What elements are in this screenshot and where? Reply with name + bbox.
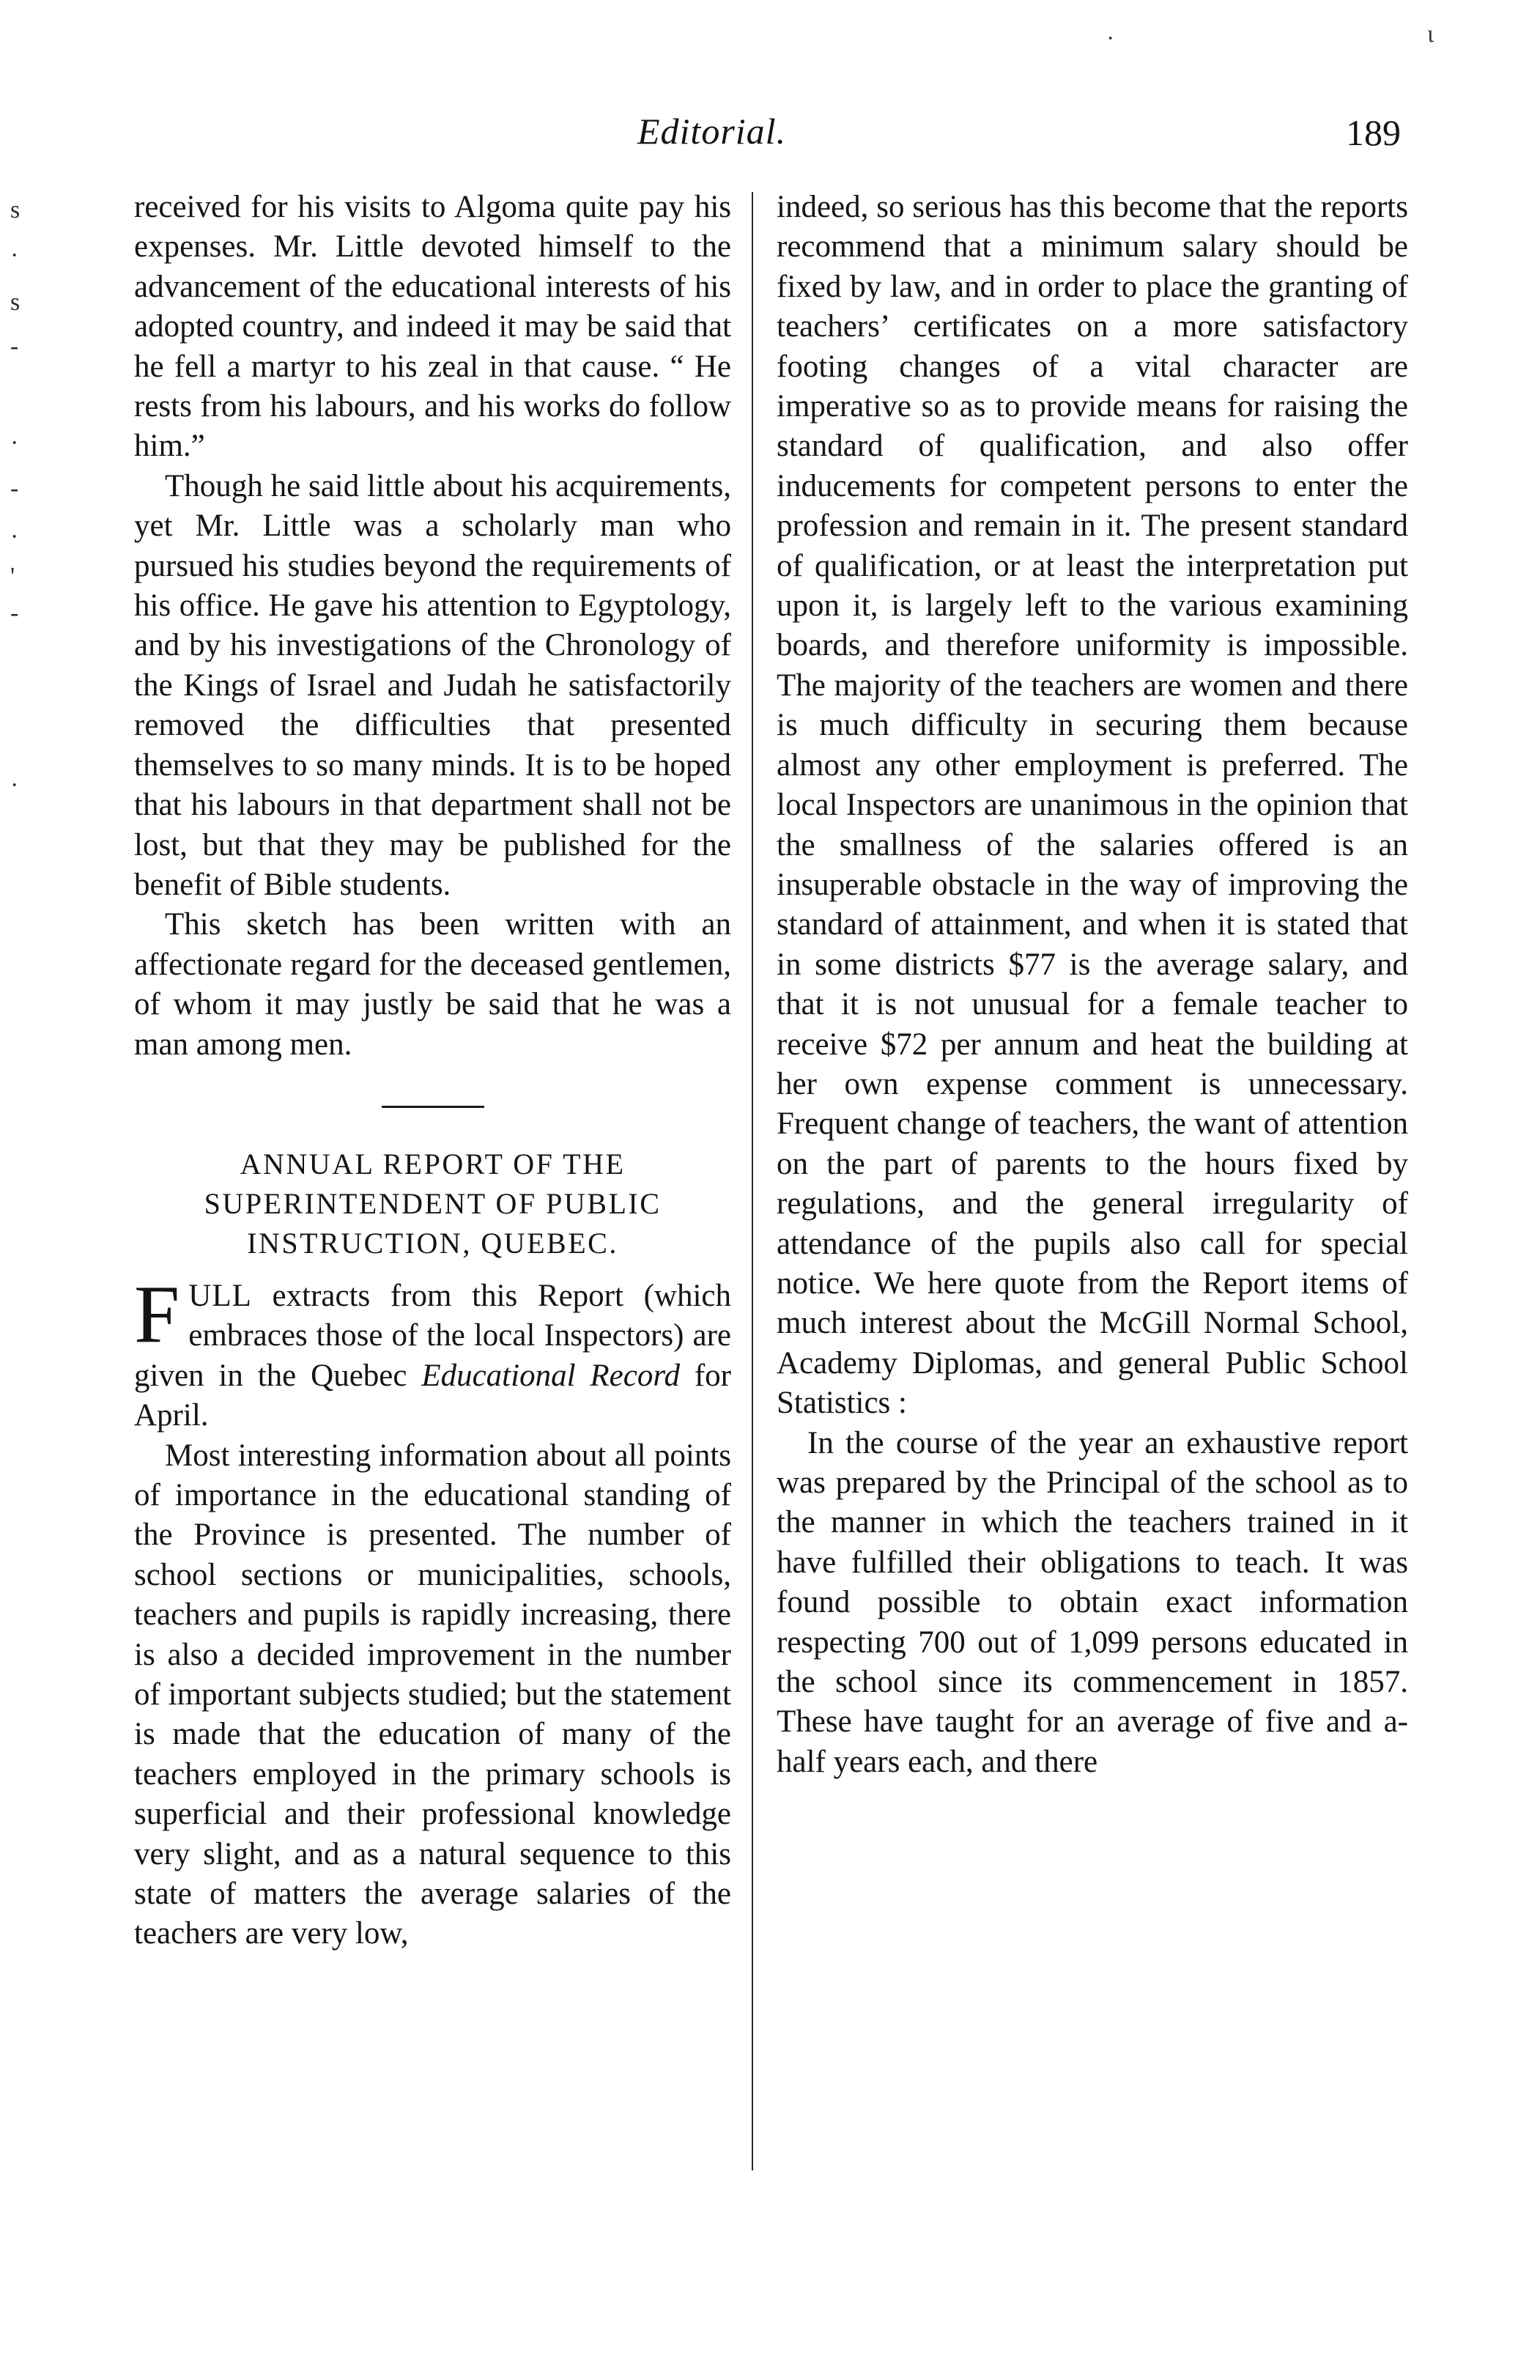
left-paragraph-4 [134,1268,731,1436]
left-paragraph-3: This sketch has been written with an affectionate regard for the deceased gentlemen, of whom it may justly be said that he was a man among men. [134,907,731,1062]
margin-mark: · [10,429,19,457]
drop-cap: F [134,1268,180,1360]
scan-speck: · [1106,25,1115,52]
running-head [0,110,1540,169]
margin-mark: s [10,196,21,223]
margin-mark: s [10,289,21,316]
margin-mark: · [10,242,19,269]
right-column [777,188,1408,1782]
left-paragraph-5: Most interesting information about all points of importance in the educational standing of the Province is presented. The number of school sections or municipalities, schools, teachers and pupils is rapidly increasing, there is also a decided improvement in the number of important subjects studied; but the statement is made that the education of many of the teachers employed in the primary schools is superficial and their professional knowledge very slight, and as a natural sequence to this state of matters the average salaries of the teachers are very low, [134,1438,731,1951]
left-paragraph-1: received for his visits to Algoma quite pay his expenses. Mr. Little devoted himself to the advancement of the educational interests of his adopted country, and indeed it may be said that he fell a martyr to his zeal in that cause. “ He rests from his labours, and his works do follow him.” [134,190,731,464]
section-divider [382,1106,484,1108]
margin-mark: ' [10,563,15,590]
left-paragraph-2: Though he said little about his acquirements, yet Mr. Little was a scholarly man who pursued his studies beyond the requirements of his office. He gave his attention to Egyptology, and by his investigations of the Chronology of the Kings of Israel and Judah he satisfactorily removed the difficulties that presented themselves to so many minds. It is to be hoped that his labours in that department shall not be lost, but that they may be published for the benefit of Bible students. [134,468,731,902]
scan-speck: ι [1427,21,1435,48]
column-divider [752,192,753,2170]
publication-title: Educational Record [421,1358,680,1393]
right-paragraph-1: indeed, so serious has this become that the reports recommend that a minimum salary should be fixed by law, and in order to place the granting of teachers’ certificates on a more satisfactory footing changes of a vital character are imperative so as to provide means for raising the standard of qualification, and also offer inducements for competent persons to enter the profession and remain in it. The present standard of qualification, or at least the interpretation put upon it, is largely left to the various examining boards, and therefore uniformity is impossible. The majority of the teachers are women and there is much difficulty in securing them because almost any other employment is preferred. The local Inspectors are unanimous in the opinion that the smallness of the salaries offered is an insuperable obstacle in the way of improving the standard of attainment, and when it is stated that in some districts $77 is the average salary, and that it is not unusual for a female teacher to receive $72 per annum and heat the building at her own expense comment is unnecessary. Frequent change of teachers, the want of attention on the part of parents to the hours fixed by regulations, and the general irregularity of attendance of the pupils also call for special notice. We here quote from the Report items of much interest about the McGill Normal School, Academy Diplomas, and general Public School Statistics : [777,190,1408,1421]
paragraph-text: extracts from this Report (which embraces those of the local Inspectors) are given in the Quebec [134,1278,731,1393]
left-column [134,188,731,1954]
margin-mark: - [10,599,19,627]
margin-mark: - [10,475,19,502]
margin-mark: - [10,333,19,360]
page-number: 189 [1346,112,1401,153]
right-paragraph-2: In the course of the year an exhaustive report was prepared by the Principal of the school as to the manner in which the teachers trained in it have fulfilled their obligations to teach. It was found possible to obtain exact information respecting 700 out of 1,099 persons educated in the school since its commencement in 1857. These have taught for an average of five and a-half years each, and there [777,1425,1408,1779]
small-caps-lead: ULL [188,1278,252,1313]
margin-mark: · [10,772,19,799]
margin-mark: · [10,523,19,550]
paragraph-text: for April. [134,1358,731,1433]
running-title: Editorial. [637,111,787,152]
section-heading: ANNUAL REPORT OF THE SUPERINTENDENT OF PUBLIC INSTRUCTION, QUEBEC. [204,1147,662,1260]
